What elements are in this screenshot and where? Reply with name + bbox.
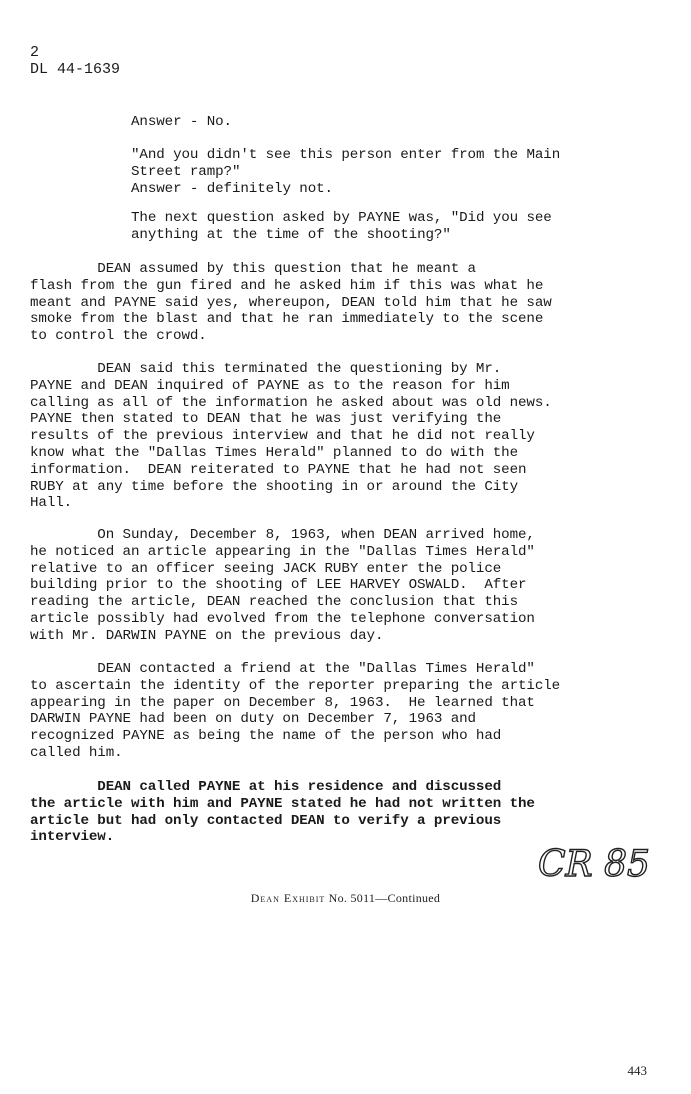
handwritten-mark-text: CR 85 xyxy=(538,844,650,885)
paragraph-sunday-december-8 xyxy=(30,527,670,645)
text-line: PAYNE then stated to DEAN that he was just verifying the xyxy=(30,411,502,428)
text-line: The next question asked by PAYNE was, "Did you see xyxy=(131,210,552,226)
text-line: Answer - definitely not. xyxy=(131,180,333,197)
page-number: 443 xyxy=(627,1063,647,1078)
text-line: reading the article, DEAN reached the conclusion that this xyxy=(30,594,519,611)
text-line: he noticed an article appearing in the "Dallas Times Herald" xyxy=(30,543,535,560)
text-line: DARWIN PAYNE had been on duty on December 7, 1963 and xyxy=(30,711,476,728)
text-line: results of the previous interview and that he did not really xyxy=(30,428,535,445)
exhibit-suffix: —Continued xyxy=(375,891,441,905)
paragraph-next-question xyxy=(131,210,691,244)
text-line: "And you didn't see this person enter from the Main xyxy=(131,147,561,163)
paragraph-dean-contacted-friend xyxy=(30,661,670,762)
text-line: know what the "Dallas Times Herald" planned to do with the xyxy=(30,444,519,461)
text-line: smoke from the blast and that he ran immediately to the scene xyxy=(30,311,544,328)
text-line: On Sunday, December 8, 1963, when DEAN arrived home, xyxy=(30,527,535,543)
text-line: DEAN assumed by this question that he meant a xyxy=(30,261,476,277)
paragraph-questioning-terminated xyxy=(30,361,670,512)
text-line: to ascertain the identity of the reporter preparing the article xyxy=(30,677,561,694)
text-line: recognized PAYNE as being the name of the person who had xyxy=(30,728,502,745)
text-line: relative to an officer seeing JACK RUBY enter the police xyxy=(30,560,502,577)
text-line: interview. xyxy=(30,829,115,846)
text-line: appearing in the paper on December 8, 1963. He learned that xyxy=(30,694,535,711)
text-line: article but had only contacted DEAN to verify a previous xyxy=(30,812,502,829)
text-line: DEAN contacted a friend at the "Dallas Times Herald" xyxy=(30,661,535,677)
text-line: Hall. xyxy=(30,495,73,512)
text-line: meant and PAYNE said yes, whereupon, DEAN told him that he saw xyxy=(30,294,552,311)
text-line: Answer - No. xyxy=(131,114,232,130)
exhibit-caption xyxy=(0,891,691,906)
page-marker: 2 xyxy=(30,44,40,61)
exhibit-number: No. 5011 xyxy=(328,891,376,905)
text-line: PAYNE and DEAN inquired of PAYNE as to the reason for him xyxy=(30,377,510,394)
text-line: DEAN called PAYNE at his residence and discussed xyxy=(30,779,502,795)
text-line: building prior to the shooting of LEE HARVEY OSWALD. After xyxy=(30,577,527,594)
text-line: information. DEAN reiterated to PAYNE that he had not seen xyxy=(30,461,527,478)
handwritten-mark xyxy=(536,838,656,888)
text-line: Street ramp?" xyxy=(131,163,241,180)
paragraph-answer-no xyxy=(131,114,691,131)
text-line: anything at the time of the shooting?" xyxy=(131,226,451,243)
text-line: with Mr. DARWIN PAYNE on the previous day. xyxy=(30,627,384,644)
text-line: called him. xyxy=(30,744,123,761)
paragraph-main-street-ramp xyxy=(131,147,691,197)
file-number: DL 44-1639 xyxy=(30,61,121,78)
exhibit-word: Dean Exhibit xyxy=(250,891,326,905)
text-line: to control the crowd. xyxy=(30,328,207,345)
paragraph-dean-assumed xyxy=(30,261,670,345)
paragraph-dean-called-payne xyxy=(30,779,670,846)
text-line: flash from the gun fired and he asked him if this was what he xyxy=(30,277,544,294)
text-line: article possibly had evolved from the telephone conversation xyxy=(30,610,535,627)
text-line: RUBY at any time before the shooting in or around the City xyxy=(30,478,519,495)
text-line: DEAN said this terminated the questioning by Mr. xyxy=(30,361,502,377)
text-line: the article with him and PAYNE stated he had not written the xyxy=(30,795,535,812)
text-line: calling as all of the information he asked about was old news. xyxy=(30,394,552,411)
